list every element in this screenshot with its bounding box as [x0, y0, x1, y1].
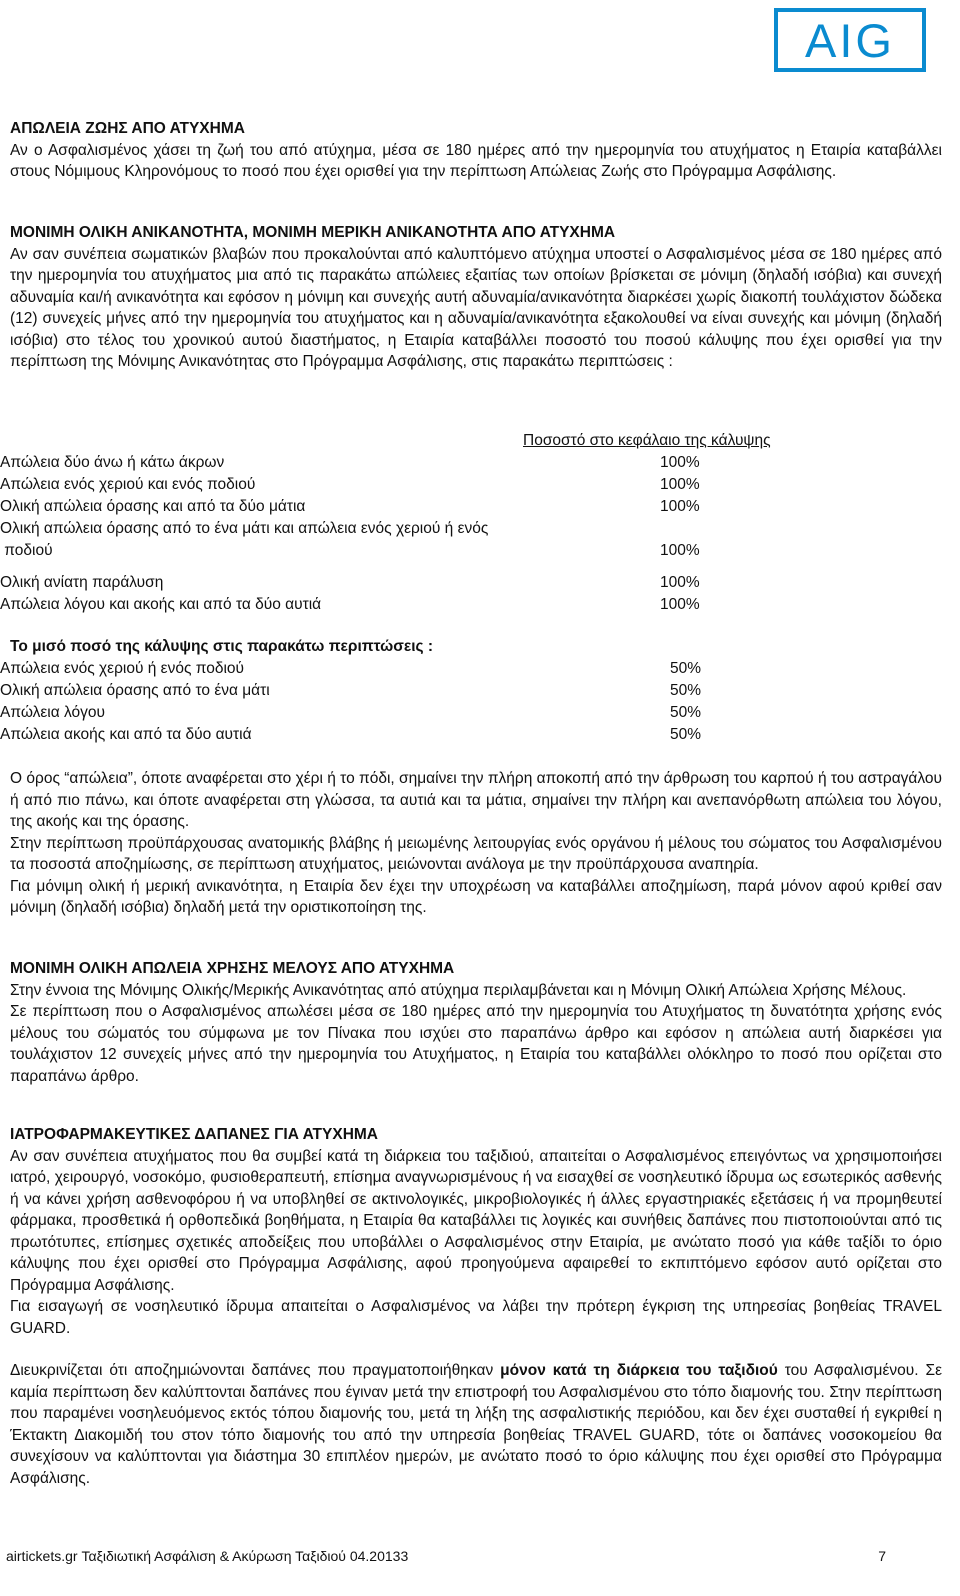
table-row [0, 518, 942, 562]
aig-logo [774, 8, 926, 72]
section-paragraph: Στην περίπτωση προϋπάρχουσας ανατομικής βλάβης ή μειωμένης λειτουργίας ενός οργάνου ή μέλους του σώματος του Ασφαλισμένου τα ποσοστά αποζημίωσης, σε περίπτωση ατυχήματος, μειώνονται ανάλογα με την προϋπάρχουσα αναπηρία. [10, 834, 942, 873]
paragraph-emphasis: μόνον κατά τη διάρκεια του ταξιδιού [500, 1362, 778, 1379]
row-description: Απώλεια ακοής και από τα δύο αυτιά [0, 726, 252, 743]
table-row [0, 474, 942, 496]
footer-page-number: 7 [878, 1548, 886, 1564]
row-percentage: 50% [670, 660, 702, 677]
section-paragraph: Στην έννοια της Μόνιμης Ολικής/Μερικής Ανικανότητας από ατύχημα περιλαμβάνεται και η Μόνιμη Ολική Απώλεια Χρήσης Μέλους. [10, 981, 907, 999]
row-percentage: 100% [660, 542, 700, 559]
row-percentage: 50% [670, 726, 702, 743]
section-heading: ΙΑΤΡΟΦΑΡΜΑΚΕΥΤΙΚΕΣ ΔΑΠΑΝΕΣ ΓΙΑ ΑΤΥΧΗΜΑ [10, 1126, 378, 1143]
row-description: Απώλεια λόγου και ακοής και από τα δύο αυτιά [0, 596, 322, 613]
row-percentage: 100% [660, 476, 700, 493]
row-description: Απώλεια δύο άνω ή κάτω άκρων [0, 454, 225, 471]
row-description: Απώλεια ενός χεριού και ενός ποδιού [0, 476, 256, 493]
table-row [0, 496, 942, 518]
table-row [0, 680, 942, 702]
section-medical-expenses [10, 1124, 942, 1489]
section-paragraph: Αν σαν συνέπεια σωματικών βλαβών που προκαλούνται από καλυπτόμενο ατύχημα υποστεί ο Ασφαλισμένος μέσα σε 180 ημέρες από την ημερομηνία του ατυχήματος μια από τις παρακάτω απώλειες εξαιτίας των οποίων βρίσκεται σε μόνιμη (δηλαδή ισόβια) και συνεχή αδυναμία και/ή ανικανότητα και εφόσον η μόνιμη και συνεχής αυτή αδυναμία/ανικανότητα διαρκέσει χωρίς διακοπή τουλάχιστον δώδεκα (12) συνεχείς μήνες από την ημερομηνία του ατυχήματος και η αδυναμία/ανικανότητα εξακολουθεί να είναι συνεχής και μόνιμη (δηλαδή ισόβια) στο τέλος του χρονικού αυτού διαστήματος, η Εταιρία καταβάλλει ποσοστό του ποσού κάλυψης που έχει ορισθεί για την περίπτωση της Μόνιμης Ανικανότητας στο Πρόγραμμα Ασφάλισης, στις παρακάτω περιπτώσεις : [10, 245, 942, 370]
row-percentage: 100% [660, 574, 700, 591]
table-row [0, 658, 942, 680]
section-heading: ΑΠΩΛΕΙΑ ΖΩΗΣ ΑΠΟ ΑΤΥΧΗΜΑ [10, 120, 245, 137]
row-description: Ολική ανίατη παράλυση [0, 574, 164, 591]
row-description: Ολική απώλεια όρασης από το ένα μάτι [0, 682, 270, 699]
section-accidental-death [10, 118, 942, 183]
table-row [0, 594, 942, 616]
row-description-line: Ολική απώλεια όρασης από το ένα μάτι και απώλεια ενός χεριού ή ενός [0, 520, 489, 537]
row-description: Απώλεια λόγου [0, 704, 105, 721]
section-paragraph: Για μόνιμη ολική ή μερική ανικανότητα, η Εταιρία δεν έχει την υποχρέωση να καταβάλλει αποζημίωση, παρά μόνον αφού κριθεί σαν μόνιμη (δηλαδή ισόβια) δηλαδή μετά την οριστικοποίηση της. [10, 877, 942, 916]
row-percentage: 50% [670, 704, 702, 721]
section-paragraph: Αν ο Ασφαλισμένος χάσει τη ζωή του από ατύχημα, μέσα σε 180 ημέρες από την ημερομηνία του ατυχήματος η Εταιρία καταβάλλει στους Νόμιμους Κληρονόμους το ποσό που έχει ορισθεί για την περίπτωση Απώλειας Ζωής στο Πρόγραμμα Ασφάλισης. [10, 141, 942, 180]
row-percentage: 50% [670, 682, 702, 699]
half-coverage-heading: Το μισό ποσό της κάλυψης στις παρακάτω περιπτώσεις : [10, 638, 434, 655]
section-loss-of-use [10, 958, 942, 1087]
section-paragraph [10, 1360, 942, 1489]
table-header-percentage: Ποσοστό στο κεφάλαιο της κάλυψης [523, 432, 771, 449]
page-footer [6, 1548, 886, 1564]
section-heading: ΜΟΝΙΜΗ ΟΛΙΚΗ ΑΝΙΚΑΝΟΤΗΤΑ, ΜΟΝΙΜΗ ΜΕΡΙΚΗ ΑΝΙΚΑΝΟΤΗΤΑ ΑΠΟ ΑΤΥΧΗΜΑ [10, 224, 616, 241]
paragraph-text: του Ασφαλισμένου. Σε καμία περίπτωση δεν καλύπτονται δαπάνες που έγιναν μετά την επιστροφή του Ασφαλισμένου στο τόπο διαμονής του. Στην περίπτωση που παραμένει νοσηλευόμενος εκτός τόπου διαμονής του, μετά τη λήξη της ασφαλιστικής περιόδου, και δεν έχει συσταθεί ή εγκριθεί η Έκτακτη Διακομιδή του στον τόπο διαμονής του από την υπηρεσία βοηθείας TRAVEL GUARD, τότε οι δαπάνες νοσοκομείου θα συνεχίσουν να καλύπτονται για διάστημα 30 επιπλέον ημερών, με ανώτατο ποσό το όριο κάλυψης που έχει ορισθεί στο Πρόγραμμα Ασφάλισης. [10, 1362, 942, 1487]
section-paragraph: Για εισαγωγή σε νοσηλευτικό ίδρυμα απαιτείται ο Ασφαλισμένος να λάβει την πρότερη έγκριση της υπηρεσίας βοηθείας TRAVEL GUARD. [10, 1298, 942, 1337]
table-row [0, 572, 942, 594]
paragraph-text: Διευκρινίζεται ότι αποζημιώνονται δαπάνες που πραγματοποιήθηκαν [10, 1362, 501, 1379]
section-definitions [10, 768, 942, 919]
row-description: Ολική απώλεια όρασης και από τα δύο μάτια [0, 498, 306, 515]
half-coverage-table [0, 658, 942, 746]
row-description-line: ποδιού [0, 542, 53, 559]
section-paragraph: Αν σαν συνέπεια ατυχήματος που θα συμβεί κατά τη διάρκεια του ταξιδιού, απαιτείται ο Ασφαλισμένος επειγόντως να χρησιμοποιήσει ιατρό, χειρουργό, νοσοκόμο, φυσιοθεραπευτή, επίσημα αναγνωρισμένους ή να εισαχθεί σε νοσηλευτικό ίδρυμα ως εσωτερικός ασθενής ή να κάνει χρήση ασθενοφόρου ή να υποβληθεί σε ακτινολογικές, μικροβιολογικές ή άλλες εργαστηριακές εξετάσεις ή να προμηθευτεί φάρμακα, προσθετικά ή ορθοπεδικά βοηθήματα, η Εταιρία θα καταβάλλει τις λογικές και συνήθεις δαπάνες που πιστοποιούνται από τις πρωτότυπες, επίσημες σχετικές αποδείξεις που υποβάλλει ο Ασφαλισμένος στην Εταιρία, με ανώτατο ποσό για κάθε ταξίδι το όριο κάλυψης που έχει ορισθεί στο Πρόγραμμα Ασφάλισης, αφού προηγούμενα αφαιρεθεί το εκπιπτόμενο εφόσον αυτό ορίζεται στο Πρόγραμμα Ασφάλισης. [10, 1147, 942, 1294]
section-paragraph: Σε περίπτωση που ο Ασφαλισμένος απωλέσει μέσα σε 180 ημέρες από την ημερομηνία του Ατυχήματος τη δυνατότητα χρήσης ενός μέλους του σώματός του σύμφωνα με τον Πίνακα που ισχύει στο παραπάνω άρθρο και εφόσον η απώλεια αυτή διαρκέσει για τουλάχιστον 12 συνεχείς μήνες από την ημερομηνία του Ατυχήματος, η Εταιρία του καταβάλλει ολόκληρο το ποσό που ορίζεται στο παραπάνω άρθρο. [10, 1003, 942, 1085]
table-row [0, 452, 942, 474]
aig-logo-text: AIG [805, 13, 895, 67]
section-paragraph: Ο όρος “απώλεια”, όποτε αναφέρεται στο χέρι ή το πόδι, σημαίνει την πλήρη αποκοπή από την άρθρωση του καρπού ή του αστραγάλου ή από πιο πάνω, και όποτε αναφέρεται στη γλώσσα, τα αυτιά και τα μάτια, σημαίνει την πλήρη και ανεπανόρθωτη απώλεια του λόγου, της ακοής και της όρασης. [10, 770, 942, 830]
row-percentage: 100% [660, 498, 700, 515]
table-row [0, 702, 942, 724]
section-permanent-disability [10, 222, 942, 373]
table-row [0, 724, 942, 746]
footer-document-title: airtickets.gr Ταξιδιωτική Ασφάλιση & Ακύρωση Ταξιδιού 04.20133 [6, 1548, 409, 1564]
full-coverage-table [0, 452, 942, 616]
row-percentage: 100% [660, 454, 700, 471]
row-description [0, 518, 660, 562]
row-description: Απώλεια ενός χεριού ή ενός ποδιού [0, 660, 245, 677]
row-percentage: 100% [660, 596, 700, 613]
section-heading: ΜΟΝΙΜΗ ΟΛΙΚΗ ΑΠΩΛΕΙΑ ΧΡΗΣΗΣ ΜΕΛΟΥΣ ΑΠΟ ΑΤΥΧΗΜΑ [10, 960, 455, 977]
